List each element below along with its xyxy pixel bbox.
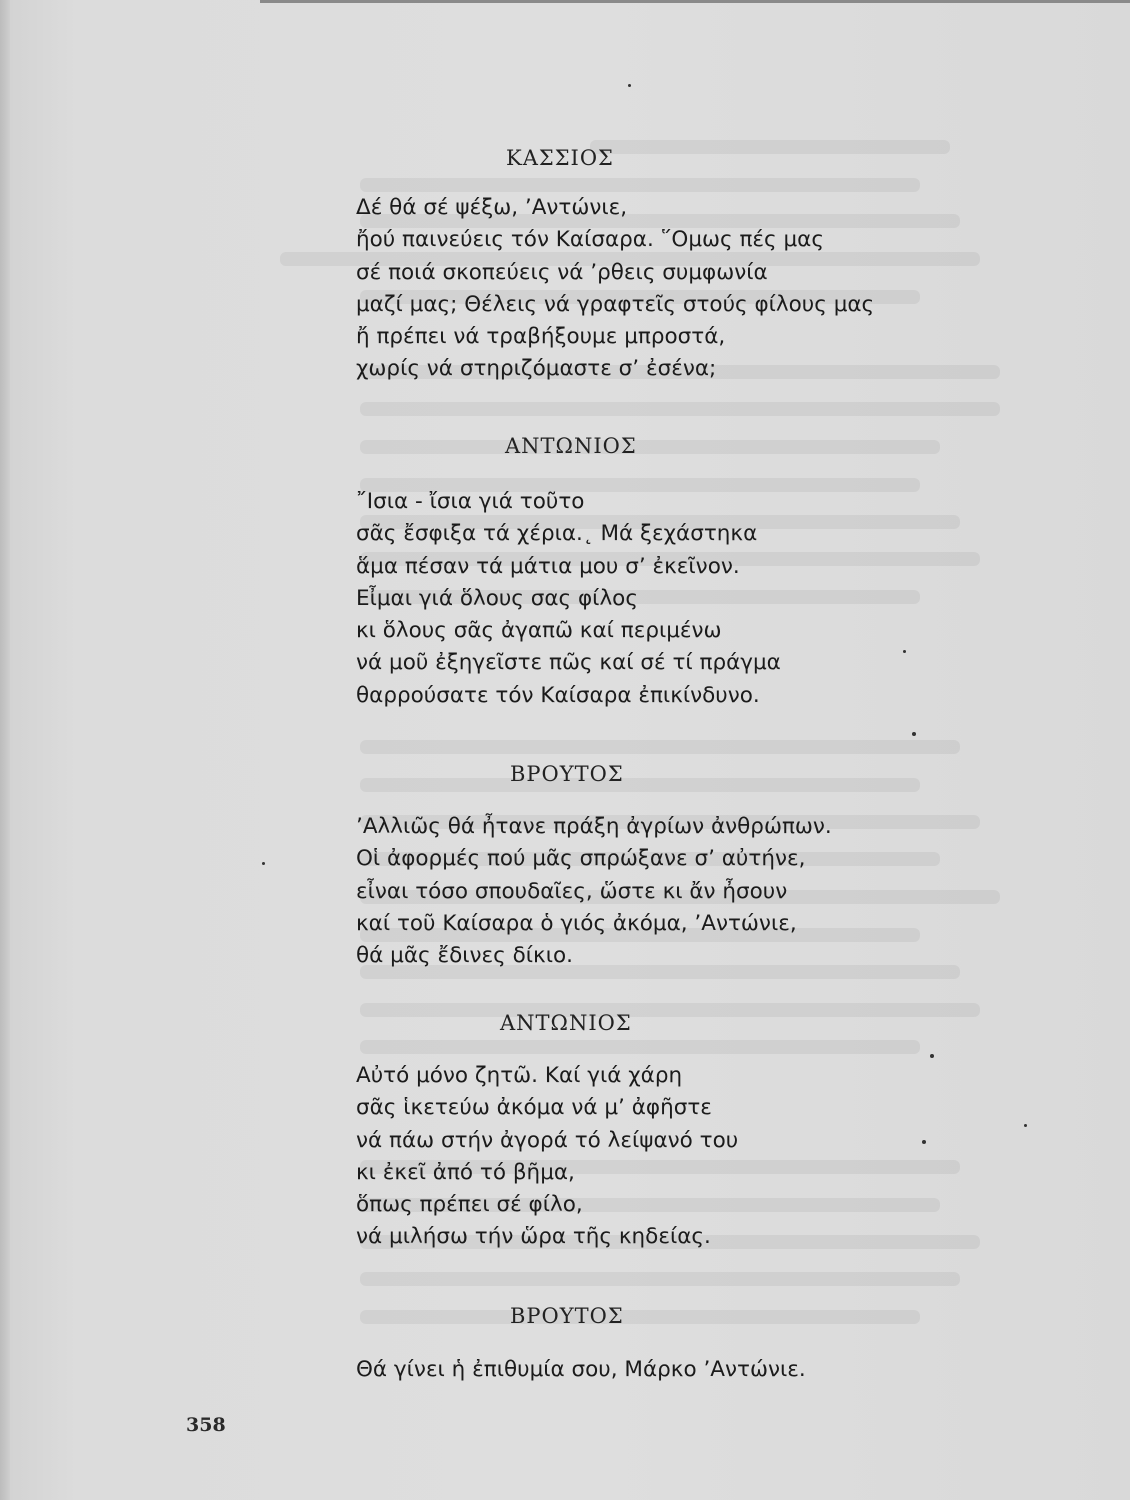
verse-line: ῎Ισια - ἴσια γιά τοῦτο [356, 489, 585, 514]
verse-line: Αὐτό μόνο ζητῶ. Καί γιά χάρη [356, 1063, 683, 1088]
verse-line: καί τοῦ Καίσαρα ὁ γιός ἀκόμα, ’Αντώνιε, [356, 910, 797, 936]
scan-speck [930, 1054, 934, 1058]
scan-speck [903, 650, 906, 653]
speaker-heading: ΑΝΤΩΝΙΟΣ [500, 1011, 632, 1035]
top-rule [260, 0, 1130, 3]
verse-line: νά πάω στήν ἀγορά τό λείψανό του [356, 1127, 739, 1153]
verse-line: χωρίς νά στηριζόμαστε σ’ ἐσένα; [356, 356, 717, 382]
speaker-heading: ΑΝΤΩΝΙΟΣ [505, 434, 637, 458]
verse-line: σᾶς ἔσφιξα τά χέρια.˛ Μά ξεχάστηκα [356, 521, 758, 547]
scan-speck [628, 84, 631, 87]
verse-line: ἅμα πέσαν τά μάτια μου σ’ ἐκεῖνον. [356, 553, 740, 579]
verse-line: Θά γίνει ἡ ἐπιθυμία σου, Μάρκο ’Αντώνιε. [356, 1357, 806, 1382]
verse-line: ’Αλλιῶς θά ἦτανε πράξη ἀγρίων ἀνθρώπων. [356, 814, 832, 839]
scan-speck [922, 1140, 926, 1144]
scan-speck [262, 862, 265, 865]
verse-line: μαζί μας; Θέλεις νά γραφτεῖς στούς φίλους μας [356, 291, 875, 317]
verse-block [356, 192, 874, 386]
verse-line: Δέ θά σέ ψέξω, ’Αντώνιε, [356, 195, 628, 220]
verse-block [356, 1354, 806, 1386]
verse-line: κι ἐκεῖ ἀπό τό βῆμα, [356, 1159, 575, 1185]
speaker-heading: ΚΑΣΣΙΟΣ [506, 146, 614, 170]
verse-line: θαρρούσατε τόν Καίσαρα ἐπικίνδυνο. [356, 682, 760, 708]
verse-block [356, 1060, 738, 1254]
page-number: 358 [186, 1414, 226, 1436]
verse-line: κι ὅλους σᾶς ἀγαπῶ καί περιμένω [356, 618, 722, 644]
speaker-heading: ΒΡΟΥΤΟΣ [510, 1304, 624, 1328]
scan-speck [1024, 1124, 1027, 1127]
verse-block [356, 811, 832, 972]
verse-line: ὅπως πρέπει σέ φίλο, [356, 1192, 583, 1218]
scan-speck [912, 732, 916, 736]
verse-line: εἶναι τόσο σπουδαῖες, ὥστε κι ἄν ἦσουν [356, 878, 788, 904]
verse-line: ἤού παινεύεις τόν Καίσαρα. ῞Ομως πές μας [356, 227, 824, 253]
verse-line: νά μιλήσω τήν ὥρα τῆς κηδείας. [356, 1224, 711, 1250]
verse-line: σέ ποιά σκοπεύεις νά ’ρθεις συμφωνία [356, 259, 768, 285]
verse-block [356, 486, 781, 712]
verse-line: νά μοῦ ἐξηγεῖστε πῶς καί σέ τί πράγμα [356, 650, 781, 676]
verse-line: θά μᾶς ἔδινες δίκιο. [356, 943, 573, 969]
verse-line: σᾶς ἱκετεύω ἀκόμα νά μ’ ἀφῆστε [356, 1095, 712, 1121]
speaker-heading: ΒΡΟΥΤΟΣ [510, 762, 624, 786]
page-edge [0, 0, 10, 1500]
verse-line: ἤ πρέπει νά τραβήξουμε μπροστά, [356, 324, 726, 350]
verse-line: Εἶμαι γιά ὅλους σας φίλος [356, 585, 638, 611]
verse-line: Οἱ ἀφορμές πού μᾶς σπρώξανε σ’ αὐτήνε, [356, 846, 806, 872]
